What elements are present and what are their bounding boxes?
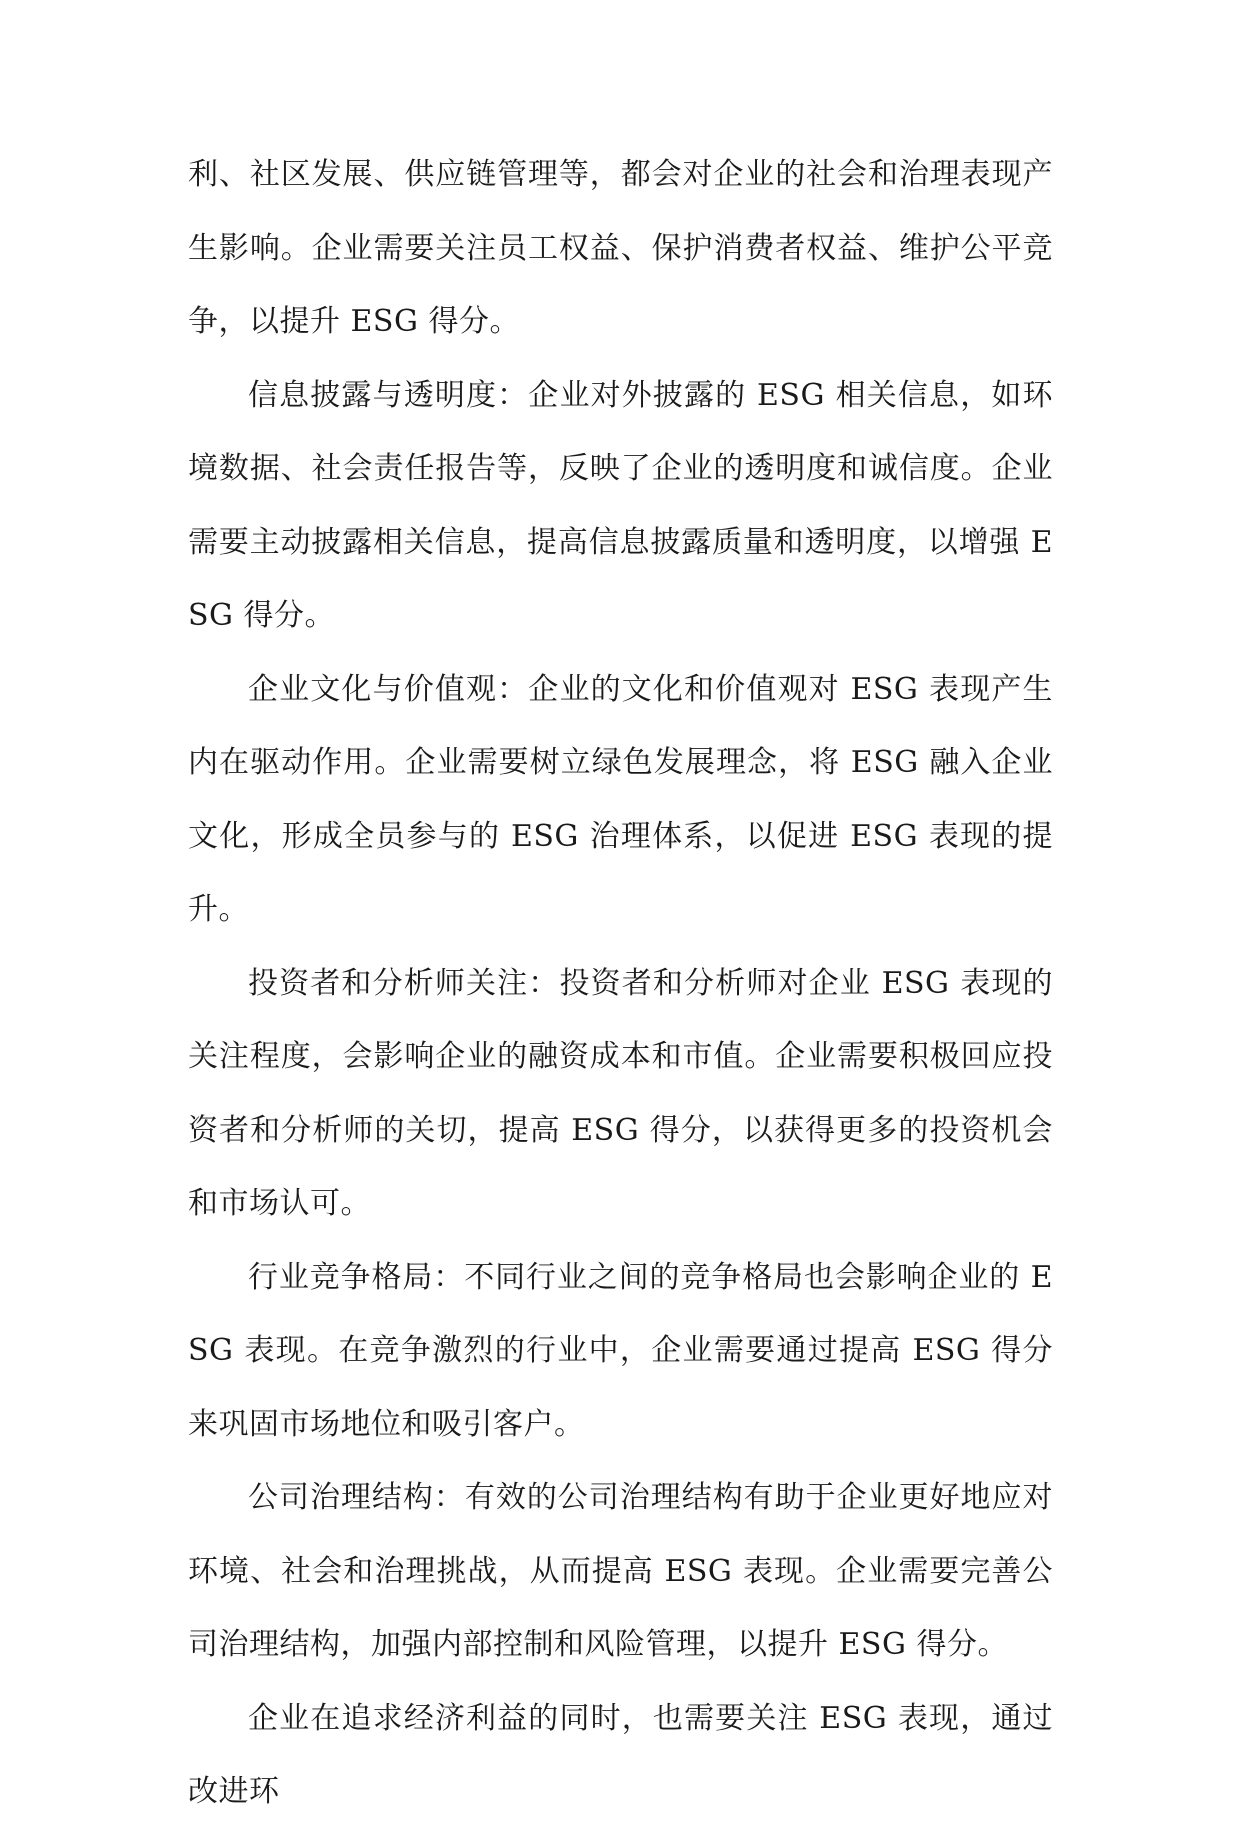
paragraph-conclusion-start: 企业在追求经济利益的同时，也需要关注 ESG 表现，通过改进环	[188, 1700, 1053, 1809]
paragraph-investor-attention: 投资者和分析师关注：投资者和分析师对企业 ESG 表现的关注程度，会影响企业的融资成本和市值。企业需要积极回应投资者和分析师的关切，提高 ESG 得分，以获得更多的投资机会和市场认可。	[188, 965, 1053, 1221]
paragraph-corporate-governance: 公司治理结构：有效的公司治理结构有助于企业更好地应对环境、社会和治理挑战，从而提高 ESG 表现。企业需要完善公司治理结构，加强内部控制和风险管理，以提升 ESG 得分。	[188, 1480, 1053, 1662]
document-body	[188, 138, 1053, 1829]
paragraph-industry-competition: 行业竞争格局：不同行业之间的竞争格局也会影响企业的 ESG 表现。在竞争激烈的行业中，企业需要通过提高 ESG 得分来巩固市场地位和吸引客户。	[188, 1259, 1053, 1442]
paragraph-continuation: 利、社区发展、供应链管理等，都会对企业的社会和治理表现产生影响。企业需要关注员工权益、保护消费者权益、维护公平竞争，以提升 ESG 得分。	[188, 157, 1053, 339]
paragraph-corporate-culture: 企业文化与价值观：企业的文化和价值观对 ESG 表现产生内在驱动作用。企业需要树立绿色发展理念，将 ESG 融入企业文化，形成全员参与的 ESG 治理体系，以促进 ESG 表现的提升。	[188, 671, 1053, 927]
paragraph-information-disclosure: 信息披露与透明度：企业对外披露的 ESG 相关信息，如环境数据、社会责任报告等，反映了企业的透明度和诚信度。企业需要主动披露相关信息，提高信息披露质量和透明度，以增强 ESG 得分。	[188, 377, 1053, 633]
